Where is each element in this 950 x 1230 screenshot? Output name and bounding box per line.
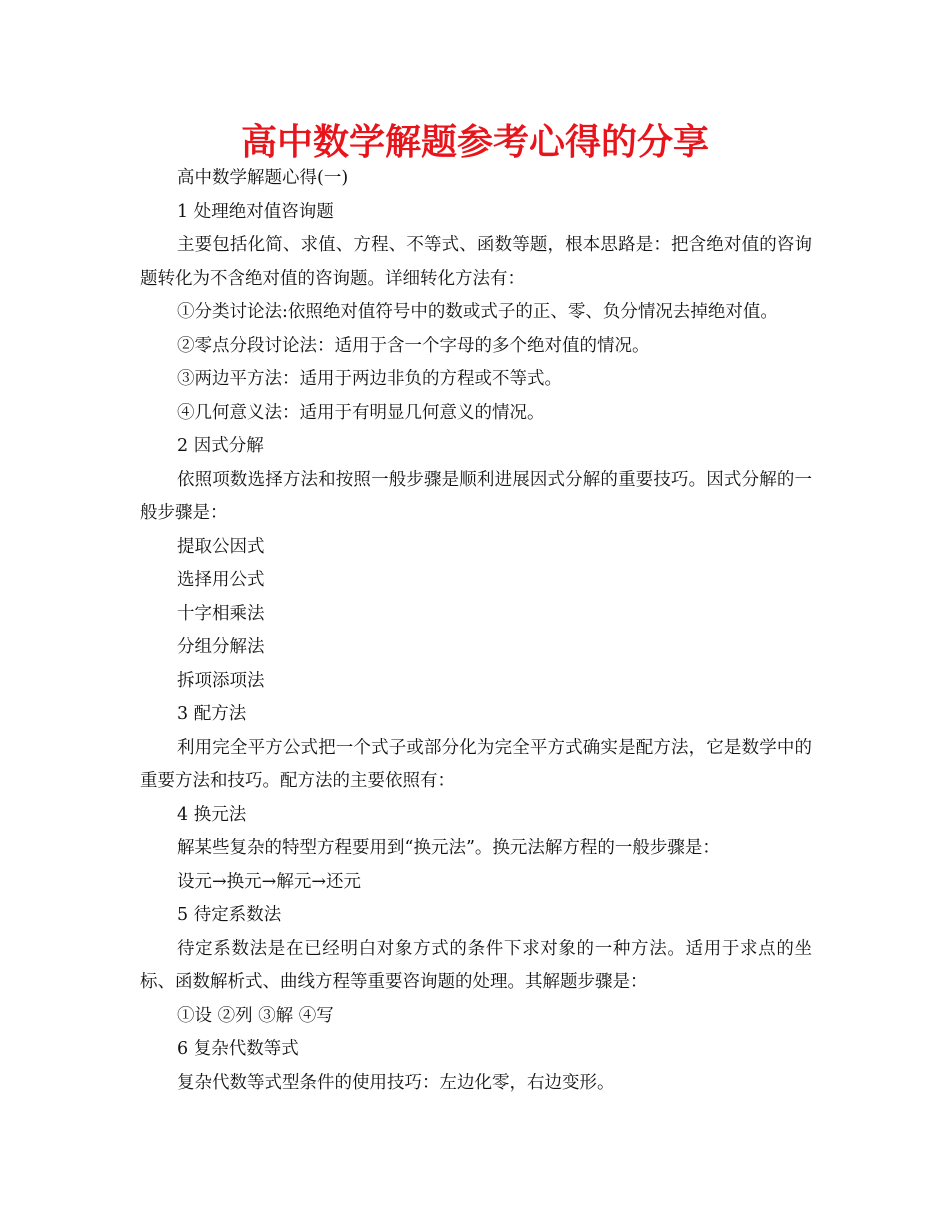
section-heading-6: 6 复杂代数等式 <box>177 1039 299 1059</box>
section-heading-1: 1 处理绝对值咨询题 <box>177 201 334 222</box>
paragraph: 解某些复杂的特型方程要用到“换元法”。换元法解方程的一般步骤是： <box>177 838 720 858</box>
paragraph: ①设 ②列 ③解 ④写 <box>177 1005 334 1026</box>
paragraph: 主要包括化简、求值、方程、不等式、函数等题，根本思路是：把含绝对值的咨询题转化为不含绝对值的咨询题。详细转化方法有： <box>140 235 812 289</box>
paragraph: 依照项数选择方法和按照一般步骤是顺利进展因式分解的重要技巧。因式分解的一般步骤是： <box>140 469 812 523</box>
paragraph: 待定系数法是在已经明白对象方式的条件下求对象的一种方法。适用于求点的坐标、函数解析式、曲线方程等重要咨询题的处理。其解题步骤是： <box>140 938 812 992</box>
list-item: ③两边平方法：适用于两边非负的方程或不等式。 <box>177 369 562 389</box>
list-item: 分组分解法 <box>177 637 265 657</box>
list-item: ②零点分段讨论法：适用于含一个字母的多个绝对值的情况。 <box>177 335 650 356</box>
document-title: 高中数学解题参考心得的分享 <box>240 122 709 163</box>
section-heading-2: 2 因式分解 <box>177 436 264 456</box>
list-item: ④几何意义法：适用于有明显几何意义的情况。 <box>177 402 545 423</box>
section-subtitle: 高中数学解题心得(一) <box>177 168 349 188</box>
list-item: 十字相乘法 <box>177 603 265 624</box>
paragraph: 利用完全平方公式把一个式子或部分化为完全平方式确实是配方法，它是数学中的重要方法和技巧。配方法的主要依照有： <box>140 737 812 791</box>
section-heading-3: 3 配方法 <box>177 704 247 724</box>
list-item: ①分类讨论法:依照绝对值符号中的数或式子的正、零、负分情况去掉绝对值。 <box>177 302 778 322</box>
section-heading-5: 5 待定系数法 <box>177 905 282 925</box>
list-item: 选择用公式 <box>177 570 265 590</box>
section-heading-4: 4 换元法 <box>177 804 247 825</box>
paragraph: 复杂代数等式型条件的使用技巧：左边化零，右边变形。 <box>177 1072 615 1093</box>
document-body <box>140 162 812 1100</box>
paragraph: 设元→换元→解元→还元 <box>177 871 361 892</box>
list-item: 拆项添项法 <box>177 670 265 691</box>
list-item: 提取公因式 <box>177 536 265 557</box>
